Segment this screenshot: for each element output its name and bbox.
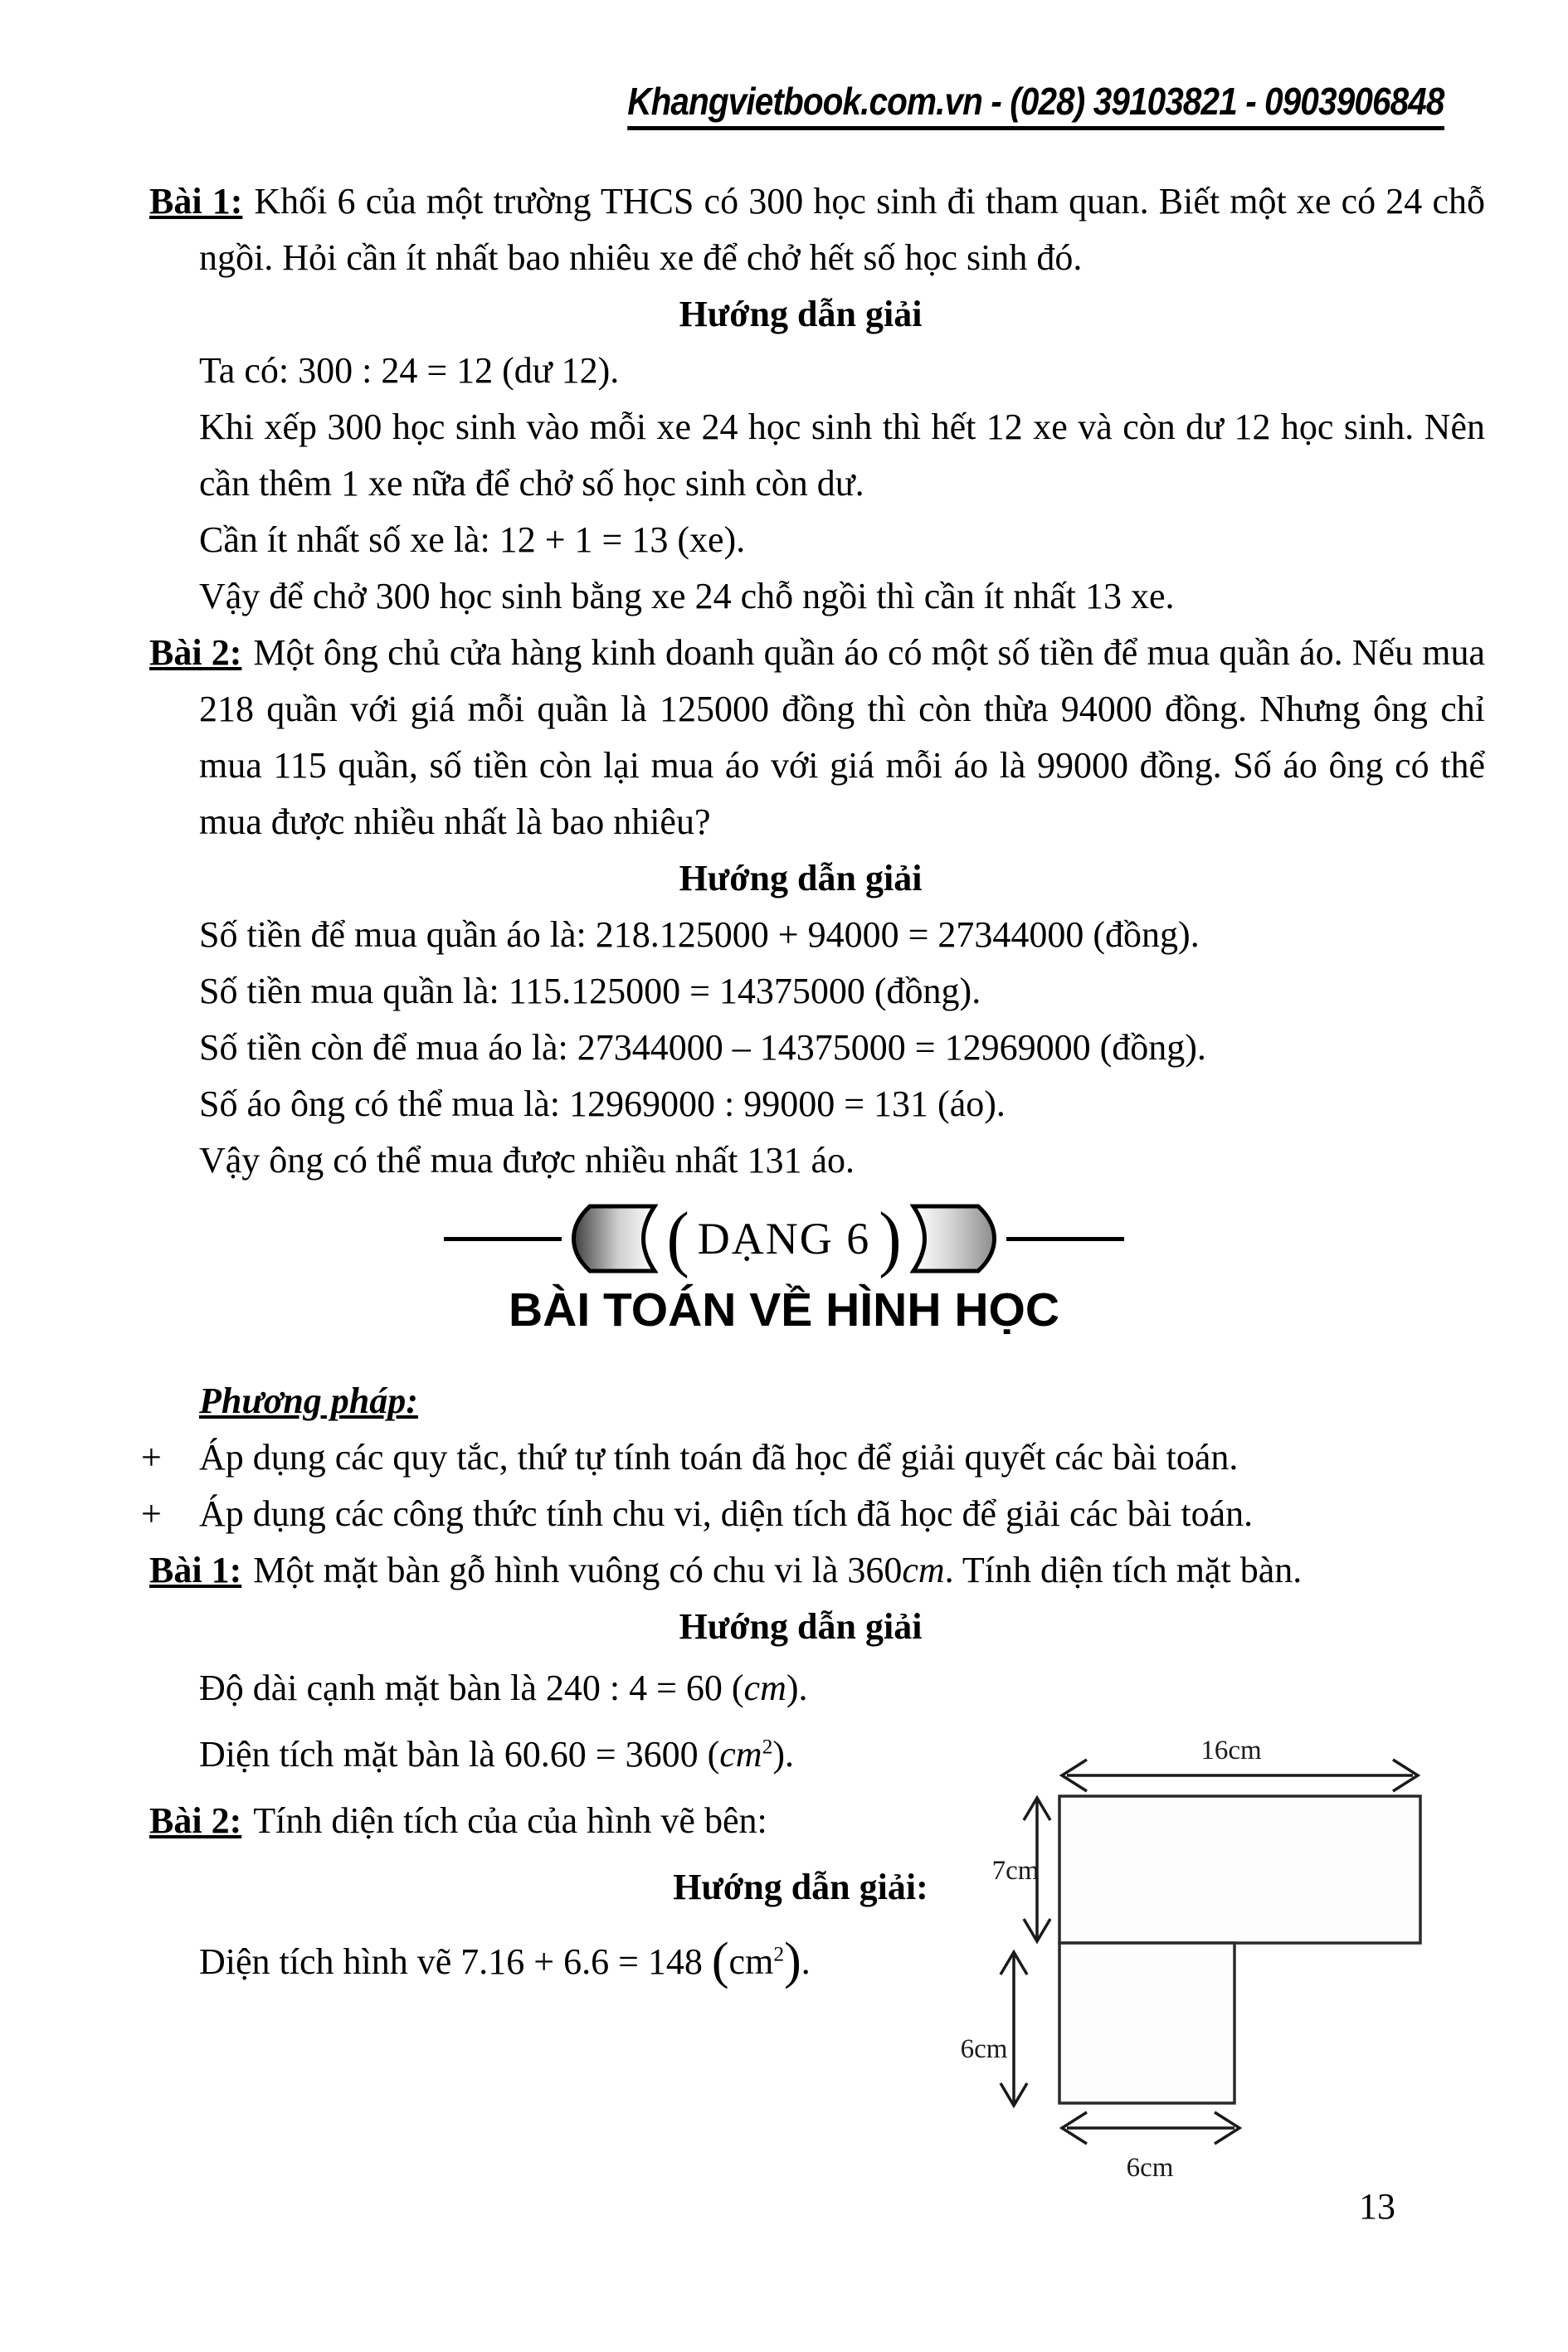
- geo2-sol-pre: Diện tích hình vẽ 7.16 + 6.6 = 148: [199, 1941, 712, 1982]
- geometry-problem-1-unit: cm: [902, 1550, 945, 1590]
- geometry-problem-1-label: Bài 1:: [149, 1550, 242, 1590]
- page-header: [0, 80, 1444, 130]
- banner-rule-left: [444, 1237, 562, 1241]
- solution-2-line-3: Số tiền còn để mua áo là: 27344000 – 14375000 = 12969000 (đồng).: [199, 1027, 1206, 1068]
- geo-sol1-pre: Độ dài cạnh mặt bàn là 240 : 4 = 60 (: [199, 1668, 744, 1708]
- banner-ribbon-left-icon: [563, 1203, 658, 1274]
- solution-2-line-4: Số áo ông có thể mua là: 12969000 : 99000 = 131 (áo).: [199, 1083, 1006, 1124]
- lower-height-label: 6cm: [960, 2034, 1008, 2064]
- l-shape-figure: [946, 1726, 1535, 2207]
- geometry-problem-1-post: . Tính diện tích mặt bàn.: [944, 1550, 1303, 1590]
- problem-1-label: Bài 1:: [149, 181, 243, 222]
- geometry-solution-1-line-1: [199, 1655, 954, 1721]
- geometry-problem-1-measure: 360: [847, 1550, 903, 1590]
- banner-open-paren: (: [666, 1197, 689, 1279]
- geo-sol2-sup: 2: [762, 1734, 773, 1759]
- top-width-label: 16cm: [1200, 1736, 1262, 1765]
- banner-label: DẠNG 6: [697, 1214, 871, 1264]
- geo2-close-paren: ): [784, 1933, 801, 1989]
- figure-top-rectangle: [1059, 1796, 1420, 1943]
- section-title: BÀI TOÁN VỀ HÌNH HỌC: [509, 1283, 1059, 1337]
- solution-1-line-2: Khi xếp 300 học sinh vào mỗi xe 24 học sinh thì hết 12 xe và còn dư 12 học sinh. Nên cần thêm 1 xe nữa để chở số học sinh còn dư.: [199, 407, 1485, 504]
- solution-1-line-4: Vậy để chở 300 học sinh bằng xe 24 chỗ ngồi thì cần ít nhất 13 xe.: [199, 576, 1175, 616]
- method-label: Phương pháp:: [199, 1381, 418, 1421]
- geometry-problem-1-statement: [149, 1542, 1485, 1599]
- solution-1-line-3: Cần ít nhất số xe là: 12 + 1 = 13 (xe).: [199, 519, 746, 560]
- method-bullet-2-text: Áp dụng các công thức tính chu vi, diện tích đã học để giải các bài toán.: [199, 1493, 1254, 1534]
- geometry-problem-2-text: Tính diện tích của của hình vẽ bên:: [253, 1800, 767, 1841]
- bullet-marker-1: +: [141, 1437, 162, 1478]
- geometry-solution-heading-1: Hướng dẫn giải: [679, 1606, 923, 1647]
- solution-heading-1: Hướng dẫn giải: [679, 294, 923, 334]
- bullet-marker-2: +: [141, 1493, 162, 1534]
- page-number: 13: [1359, 2186, 1395, 2227]
- problem-2-text: Một ông chủ cửa hàng kinh doanh quần áo có một số tiền để mua quần áo. Nếu mua 218 quần với giá mỗi quần là 125000 đồng thì còn thừa 94000 đồng. Nhưng ông chỉ mua 115 quần, số tiền còn lại mua áo với giá mỗi áo là 99000 đồng. Số áo ông có thể mua được nhiều nhất là bao nhiêu?: [199, 632, 1486, 842]
- method-bullet-2: [141, 1486, 1477, 1542]
- geometry-problem-2-label: Bài 2:: [149, 1800, 242, 1841]
- lower-height-arrow: [1001, 1952, 1027, 2106]
- geo-sol2-unit: cm: [719, 1734, 762, 1775]
- geo-sol1-unit: cm: [743, 1668, 786, 1708]
- publisher-contact-line: Khangvietbook.com.vn - (028) 39103821 - 0903906848: [627, 80, 1444, 130]
- problem-1-text: Khối 6 của một trường THCS có 300 học sinh đi tham quan. Biết một xe có 24 chỗ ngồi. Hỏi cần ít nhất bao nhiêu xe để chở hết số học sinh đó.: [199, 181, 1485, 278]
- geo-sol2-pre: Diện tích mặt bàn là 60.60 = 3600 (: [199, 1734, 720, 1775]
- geo-sol1-post: ).: [786, 1668, 808, 1708]
- geometry-solution-heading-2: Hướng dẫn giải:: [673, 1867, 928, 1907]
- geometry-solution-2-line-1: [199, 1929, 954, 1995]
- geometry-solution-1-line-2: [199, 1721, 954, 1788]
- geometry-problem-2-statement: [149, 1788, 954, 1854]
- problem-1-statement: [149, 173, 1485, 286]
- solution-2-line-5: Vậy ông có thể mua được nhiều nhất 131 áo.: [199, 1140, 855, 1181]
- solution-2-line-2: Số tiền mua quần là: 115.125000 = 14375000 (đồng).: [199, 971, 981, 1011]
- method-bullet-1: [141, 1429, 1477, 1486]
- upper-height-label: 7cm: [991, 1856, 1040, 1886]
- method-bullet-1-text: Áp dụng các quy tắc, thứ tự tính toán đã học để giải quyết các bài toán.: [199, 1437, 1239, 1478]
- geo-sol2-post: ).: [772, 1734, 794, 1775]
- solution-heading-2: Hướng dẫn giải: [679, 858, 923, 898]
- bottom-width-arrow: [1062, 2112, 1239, 2144]
- geo2-sol-unit: cm: [728, 1941, 774, 1982]
- figure-bottom-square: [1059, 1943, 1234, 2103]
- problem-2-label: Bài 2:: [149, 632, 242, 673]
- bottom-width-label: 6cm: [1126, 2153, 1174, 2183]
- geo2-sol-end: .: [801, 1941, 811, 1982]
- problem-2-statement: [149, 625, 1486, 850]
- banner-close-paren: ): [879, 1197, 902, 1279]
- banner-ribbon-right-icon: [910, 1203, 1005, 1274]
- solution-2-line-1: Số tiền để mua quần áo là: 218.125000 + 94000 = 27344000 (đồng).: [199, 914, 1200, 955]
- solution-1-line-1: Ta có: 300 : 24 = 12 (dư 12).: [199, 350, 620, 391]
- geometry-problem-1-pre: Một mặt bàn gỗ hình vuông có chu vi là: [253, 1550, 848, 1590]
- geo2-sol-sup: 2: [773, 1941, 785, 1966]
- banner-rule-right: [1006, 1237, 1124, 1241]
- section-banner: [0, 1197, 1568, 1279]
- geo2-open-paren: (: [711, 1933, 729, 1989]
